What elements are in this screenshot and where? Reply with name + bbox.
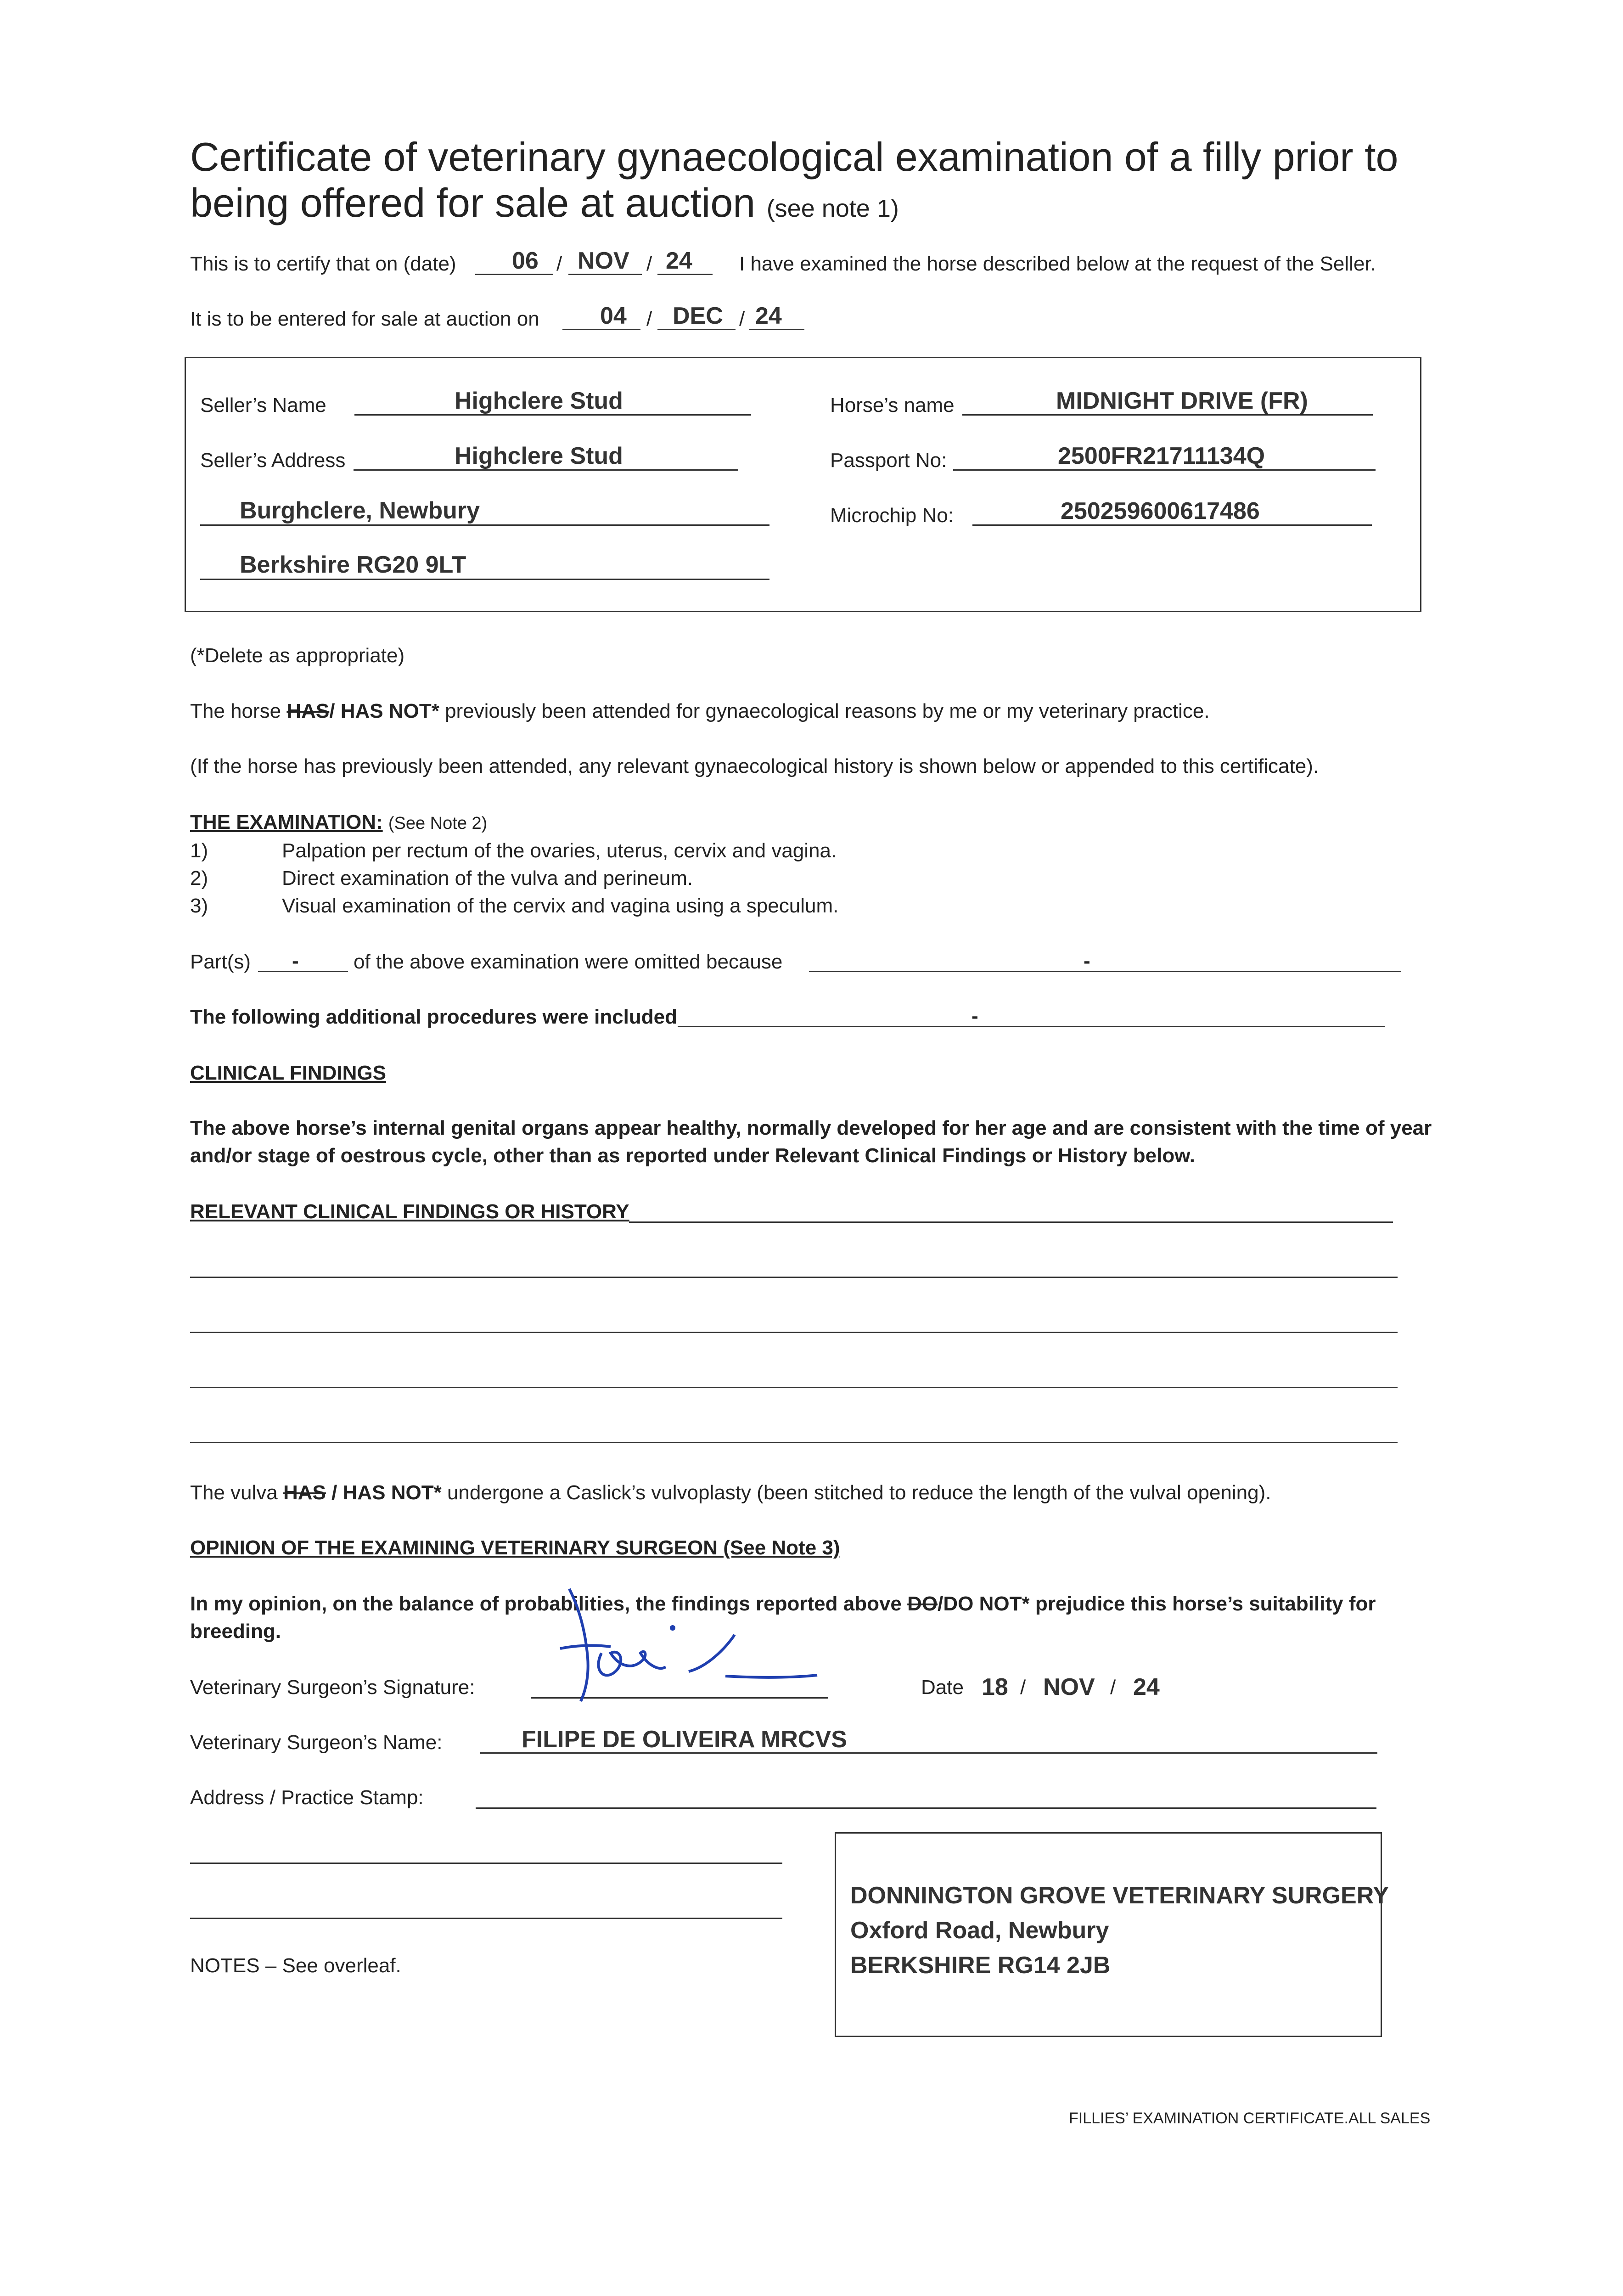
microchip-label: Microchip No: [830, 504, 954, 527]
passport-value: 2500FR21711134Q [1058, 443, 1265, 469]
additional-value: - [972, 1005, 978, 1027]
relevant-heading: RELEVANT CLINICAL FINDINGS OR HISTORY [190, 1200, 629, 1223]
stamp-line: BERKSHIRE RG14 2JB [850, 1952, 1111, 1979]
exam-item-num: 2) [190, 867, 208, 889]
omitted-reason-line [809, 971, 1401, 972]
vulva-prefix: The vulva [190, 1481, 278, 1504]
history-note: (If the horse has previously been attended, any relevant gynaecological history is shown below or appended to this certificate). [190, 755, 1319, 777]
relevant-line [190, 1277, 1398, 1278]
passport-label: Passport No: [830, 449, 947, 472]
exam-item-text: Visual examination of the cervix and vagina using a speculum. [282, 895, 839, 917]
page-title-line2 [190, 180, 899, 231]
title-note: (see note 1) [766, 195, 899, 222]
opinion-do-not: /DO NOT* prejudice this horse’s suitability for [938, 1593, 1376, 1615]
opinion-text-line2: breeding. [190, 1620, 281, 1643]
delete-note: (*Delete as appropriate) [190, 644, 405, 667]
omitted-parts-line [258, 971, 348, 972]
exam-item-text: Direct examination of the vulva and perineum. [282, 867, 693, 889]
exam-item-num: 3) [190, 895, 208, 917]
vulva-suffix: undergone a Caslick’s vulvoplasty (been stitched to reduce the length of the vulval opening). [447, 1481, 1271, 1504]
clinical-statement: The above horse’s internal genital organs appear healthy, normally developed for her age and are consistent with the time of year [190, 1117, 1432, 1139]
attended-has: HAS [286, 700, 330, 722]
sign-date-year: 24 [1133, 1674, 1160, 1700]
microchip-value: 250259600617486 [1061, 498, 1260, 524]
relevant-line [190, 1332, 1398, 1333]
sign-date-month: NOV [1043, 1674, 1095, 1700]
seller-address-label: Seller’s Address [200, 449, 346, 472]
omitted-middle: of the above examination were omitted because [354, 951, 783, 973]
notes-text: NOTES – See overleaf. [190, 1954, 401, 1977]
address-line [190, 1918, 782, 1919]
horse-name-label: Horse’s name [830, 394, 955, 416]
additional-line [678, 1026, 1385, 1027]
stamp-line: Oxford Road, Newbury [850, 1917, 1109, 1944]
auction-day: 04 [600, 303, 627, 329]
attended-prefix: The horse [190, 700, 281, 722]
certify-year: 24 [666, 248, 692, 274]
attended-statement [190, 700, 1210, 723]
attended-suffix: previously been attended for gynaecological reasons by me or my veterinary practice. [445, 700, 1210, 722]
date-label: Date [921, 1676, 964, 1699]
seller-address-line3-rule [200, 579, 769, 580]
address-line [190, 1863, 782, 1864]
attended-has-not: / HAS NOT* [329, 700, 439, 722]
omitted-parts-value: - [292, 950, 299, 972]
vulva-has-not: / HAS NOT* [331, 1481, 442, 1504]
surgeon-name-value: FILIPE DE OLIVEIRA MRCVS [522, 1726, 847, 1753]
omitted-reason-value: - [1084, 950, 1090, 972]
signature-image [542, 1580, 826, 1708]
certify-prefix: This is to certify that on (date) [190, 253, 456, 275]
seller-name-value: Highclere Stud [455, 388, 623, 414]
auction-prefix: It is to be entered for sale at auction on [190, 308, 539, 330]
relevant-line [190, 1387, 1398, 1388]
footer-text: FILLIES’ EXAMINATION CERTIFICATE.ALL SALES [1069, 2110, 1431, 2127]
exam-item-num: 1) [190, 839, 208, 862]
vulva-has: HAS [283, 1481, 326, 1504]
sign-date-day: 18 [982, 1674, 1008, 1700]
certify-month: NOV [578, 248, 629, 274]
seller-address-line1: Highclere Stud [455, 443, 623, 469]
certify-suffix: I have examined the horse described below at the request of the Seller. [739, 253, 1376, 275]
address-label: Address / Practice Stamp: [190, 1786, 424, 1809]
auction-year: 24 [755, 303, 782, 329]
relevant-line [190, 1442, 1398, 1443]
examination-heading [190, 811, 487, 834]
seller-address-line3: Berkshire RG20 9LT [240, 551, 466, 578]
address-line [476, 1807, 1376, 1809]
omitted-prefix: Part(s) [190, 951, 251, 973]
opinion-heading: OPINION OF THE EXAMINING VETERINARY SURGEON (See Note 3) [190, 1536, 840, 1559]
seller-name-label: Seller’s Name [200, 394, 326, 416]
relevant-line [629, 1221, 1393, 1223]
exam-item-text: Palpation per rectum of the ovaries, uterus, cervix and vagina. [282, 839, 837, 862]
opinion-prefix: In my opinion, on the balance of probabilities, the findings reported above [190, 1593, 902, 1615]
seller-address-line2-rule [200, 524, 769, 526]
clinical-heading: CLINICAL FINDINGS [190, 1062, 386, 1084]
page-title: Certificate of veterinary gynaecological examination of a filly prior to [190, 134, 1398, 180]
clinical-statement-line2: and/or stage of oestrous cycle, other than as reported under Relevant Clinical Findings or History below. [190, 1144, 1196, 1167]
additional-label: The following additional procedures were included [190, 1006, 678, 1028]
signature-label: Veterinary Surgeon’s Signature: [190, 1676, 475, 1699]
vulva-statement [190, 1481, 1271, 1504]
horse-name-value: MIDNIGHT DRIVE (FR) [1056, 388, 1308, 414]
certify-day: 06 [512, 248, 539, 274]
examination-heading-note: (See Note 2) [388, 814, 488, 833]
seller-address-line2: Burghclere, Newbury [240, 497, 480, 524]
examination-heading-text: THE EXAMINATION: [190, 811, 383, 833]
auction-month: DEC [673, 303, 723, 329]
stamp-line: DONNINGTON GROVE VETERINARY SURGERY [850, 1882, 1389, 1909]
title-text: being offered for sale at auction [190, 180, 756, 225]
surgeon-name-label: Veterinary Surgeon’s Name: [190, 1731, 443, 1754]
opinion-do: DO [907, 1593, 938, 1615]
